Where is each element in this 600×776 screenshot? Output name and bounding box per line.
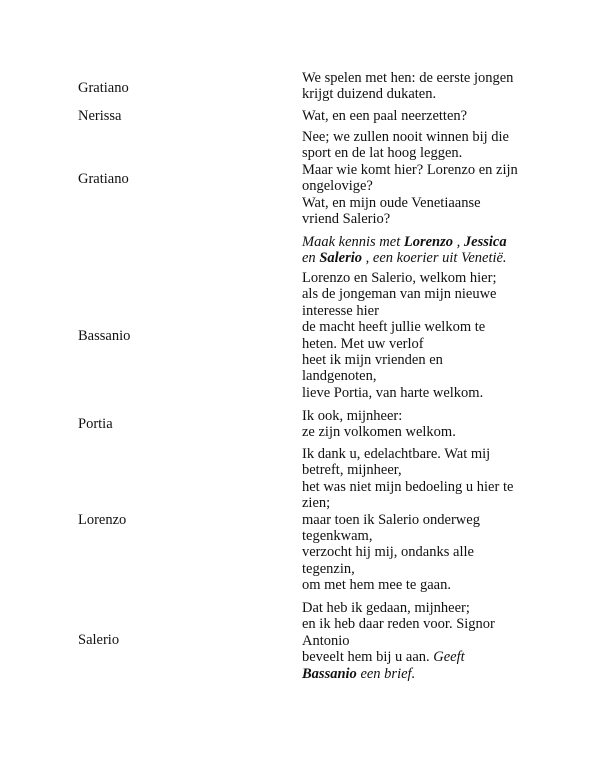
stage-direction-part: en <box>302 250 320 267</box>
speech-line: krijgt duizend dukaten. <box>302 86 437 103</box>
stage-direction-text <box>302 234 532 267</box>
character-name: Lorenzo <box>403 234 454 250</box>
speech-line: maar toen ik Salerio onderweg <box>302 511 480 528</box>
speech-line: verzocht hij mij, ondanks alle <box>302 544 474 561</box>
speech-text <box>302 270 532 401</box>
speech-line: zien; <box>302 495 331 512</box>
character-name: Jessica <box>463 234 507 250</box>
speaker-name: Salerio <box>78 632 120 648</box>
speech-line: Lorenzo en Salerio, welkom hier; <box>302 270 497 286</box>
speech-line: ongelovige? <box>302 178 373 195</box>
speech-line: lieve Portia, van harte welkom. <box>302 384 484 401</box>
speech-line: Wat, en mijn oude Venetiaanse <box>302 194 481 211</box>
speech-line: als de jongeman van mijn nieuwe <box>302 286 497 303</box>
speech-text <box>302 129 532 227</box>
stage-direction-part: , <box>453 234 464 250</box>
speech-line-text: beveelt hem bij u aan. <box>302 649 434 666</box>
character-name: Salerio <box>319 250 363 267</box>
speech-line: sport en de lat hoog leggen. <box>302 145 463 162</box>
speech-line: vriend Salerio? <box>302 211 391 228</box>
speech-line: landgenoten, <box>302 368 377 385</box>
speech-line: interesse hier <box>302 302 379 319</box>
character-name: Bassanio <box>302 665 357 682</box>
stage-direction-part: , een koerier uit Venetië. <box>362 250 507 267</box>
speech-line: tegenzin, <box>302 560 355 577</box>
speech-line: betreft, mijnheer, <box>302 462 402 479</box>
inline-stage-direction: Geeft <box>433 649 465 666</box>
speaker-name: Portia <box>78 416 113 432</box>
speaker-name: Lorenzo <box>78 512 127 528</box>
speech-line: Antonio <box>302 632 350 649</box>
speech-line: Dat heb ik gedaan, mijnheer; <box>302 600 470 616</box>
stage-direction-part: een brief. <box>356 665 416 682</box>
speech-line: Ik dank u, edelachtbare. Wat mij <box>302 446 491 462</box>
speaker-name: Gratiano <box>78 80 129 96</box>
speech-line: Maar wie komt hier? Lorenzo en zijn <box>302 161 518 178</box>
speech-text <box>302 108 532 124</box>
speech-line: Nee; we zullen nooit winnen bij die <box>302 129 509 145</box>
speech-text <box>302 600 532 682</box>
speech-line: en ik heb daar reden voor. Signor <box>302 616 495 633</box>
speech-text <box>302 70 532 103</box>
speech-line: ze zijn volkomen welkom. <box>302 424 456 441</box>
speech-line: het was niet mijn bedoeling u hier te <box>302 478 514 495</box>
stage-direction-line <box>302 666 532 682</box>
speech-line: Wat, en een paal neerzetten? <box>302 108 468 124</box>
speech-text <box>302 446 532 594</box>
speech-line: heten. Met uw verlof <box>302 335 424 352</box>
speech-text <box>302 408 532 441</box>
speech-line: We spelen met hen: de eerste jongen <box>302 70 514 86</box>
speaker-name: Nerissa <box>78 108 122 124</box>
speech-line: Ik ook, mijnheer: <box>302 408 403 424</box>
speech-line <box>302 649 532 665</box>
speech-line: de macht heeft jullie welkom te <box>302 319 486 336</box>
speech-line: tegenkwam, <box>302 528 373 545</box>
speech-line: om met hem mee te gaan. <box>302 577 451 594</box>
speaker-name: Gratiano <box>78 171 129 187</box>
stage-direction-part: Maak kennis met <box>302 234 404 250</box>
speaker-name: Bassanio <box>78 328 131 344</box>
speech-line: heet ik mijn vrienden en <box>302 352 443 369</box>
